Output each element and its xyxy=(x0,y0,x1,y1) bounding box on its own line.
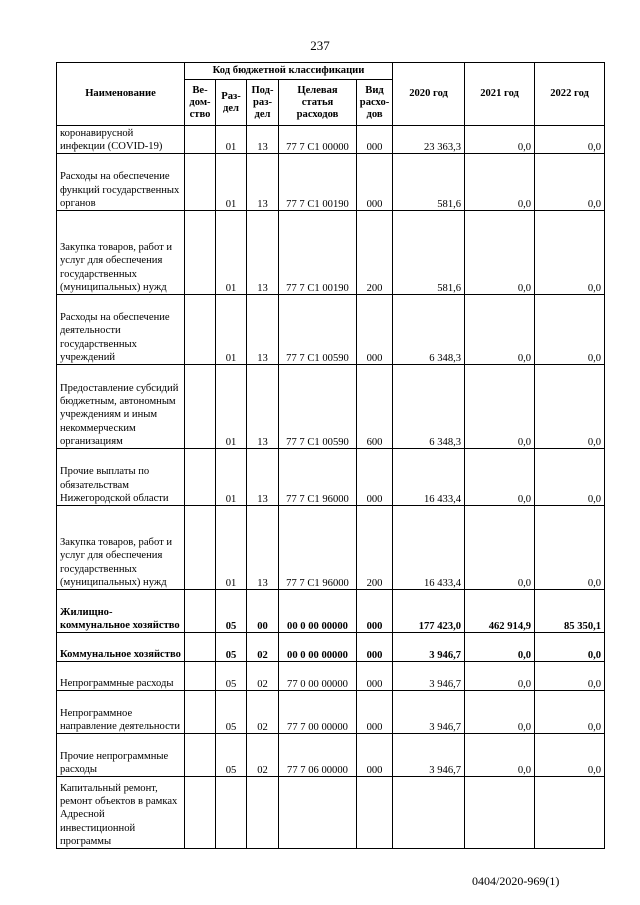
row-name: Расходы на обеспечение функций государственных органов xyxy=(57,154,185,211)
row-vedomstvo xyxy=(185,126,216,154)
header-vid xyxy=(357,80,393,126)
header-statya-line: статья xyxy=(301,96,334,108)
header-budget-code-group: Код бюджетной классификации xyxy=(185,63,393,80)
table-row xyxy=(57,506,605,590)
row-2020: 16 433,4 xyxy=(393,506,465,590)
row-name: Коммунальное хозяйство xyxy=(57,633,185,662)
row-podrazdel: 02 xyxy=(247,734,279,777)
row-statya xyxy=(279,777,357,849)
row-2022: 0,0 xyxy=(535,154,605,211)
row-statya: 77 7 00 00000 xyxy=(279,691,357,734)
row-razdel: 05 xyxy=(216,633,247,662)
row-vid: 000 xyxy=(357,126,393,154)
table-row xyxy=(57,590,605,633)
table-header xyxy=(57,63,605,126)
row-razdel xyxy=(216,777,247,849)
row-2022 xyxy=(535,777,605,849)
table-row xyxy=(57,365,605,449)
header-statya xyxy=(279,80,357,126)
row-vedomstvo xyxy=(185,211,216,295)
row-2021: 0,0 xyxy=(465,691,535,734)
row-2021: 0,0 xyxy=(465,506,535,590)
row-razdel: 05 xyxy=(216,590,247,633)
row-2020: 581,6 xyxy=(393,154,465,211)
header-2021: 2021 год xyxy=(465,63,535,126)
row-2020: 3 946,7 xyxy=(393,662,465,691)
row-razdel: 01 xyxy=(216,154,247,211)
row-vedomstvo xyxy=(185,691,216,734)
row-vedomstvo xyxy=(185,662,216,691)
row-statya: 77 7 C1 00190 xyxy=(279,154,357,211)
row-name: Прочие непрограммные расходы xyxy=(57,734,185,777)
table-row xyxy=(57,777,605,849)
row-2020: 581,6 xyxy=(393,211,465,295)
header-razdel-line: дел xyxy=(222,102,239,114)
document-code: 0404/2020-969(1) xyxy=(472,874,560,888)
row-2022: 0,0 xyxy=(535,449,605,506)
row-razdel: 01 xyxy=(216,126,247,154)
table-row xyxy=(57,449,605,506)
header-vedomstvo-line: ство xyxy=(189,108,211,120)
table-row xyxy=(57,126,605,154)
row-vid: 200 xyxy=(357,506,393,590)
row-vid: 600 xyxy=(357,365,393,449)
row-statya: 77 7 C1 00590 xyxy=(279,295,357,365)
row-statya: 00 0 00 00000 xyxy=(279,590,357,633)
row-name: Капитальный ремонт, ремонт объектов в рамках Адресной инвестиционной программы xyxy=(57,777,185,849)
header-statya-line: расходов xyxy=(296,108,339,120)
row-2022: 0,0 xyxy=(535,691,605,734)
row-podrazdel: 02 xyxy=(247,691,279,734)
table-row xyxy=(57,211,605,295)
row-vedomstvo xyxy=(185,365,216,449)
header-2020: 2020 год xyxy=(393,63,465,126)
row-podrazdel: 02 xyxy=(247,633,279,662)
row-statya: 77 7 C1 96000 xyxy=(279,449,357,506)
header-vedomstvo xyxy=(185,80,216,126)
row-name: Расходы на обеспечение деятельности государственных учреждений xyxy=(57,295,185,365)
row-podrazdel xyxy=(247,777,279,849)
row-vid: 000 xyxy=(357,154,393,211)
header-podrazdel-line: раз- xyxy=(253,96,272,108)
row-podrazdel: 13 xyxy=(247,154,279,211)
row-vid: 200 xyxy=(357,211,393,295)
row-podrazdel: 02 xyxy=(247,662,279,691)
row-vid: 000 xyxy=(357,449,393,506)
row-name: коронавирусной инфекции (COVID-19) xyxy=(57,126,185,154)
header-razdel xyxy=(216,80,247,126)
row-2021 xyxy=(465,777,535,849)
row-statya: 00 0 00 00000 xyxy=(279,633,357,662)
header-statya-line: Целевая xyxy=(297,84,338,96)
row-name: Предоставление субсидий бюджетным, автономным учреждениям и иным некоммерческим организациям xyxy=(57,365,185,449)
header-vedomstvo-line: Ве- xyxy=(192,84,208,96)
header-name: Наименование xyxy=(57,63,185,126)
table-row xyxy=(57,662,605,691)
row-vid: 000 xyxy=(357,691,393,734)
row-2020: 6 348,3 xyxy=(393,295,465,365)
table-row xyxy=(57,633,605,662)
row-vid xyxy=(357,777,393,849)
row-podrazdel: 13 xyxy=(247,506,279,590)
row-2022: 0,0 xyxy=(535,126,605,154)
row-razdel: 01 xyxy=(216,449,247,506)
row-vedomstvo xyxy=(185,633,216,662)
header-podrazdel-line: дел xyxy=(254,108,271,120)
row-name: Непрограммные расходы xyxy=(57,662,185,691)
row-razdel: 01 xyxy=(216,365,247,449)
row-vedomstvo xyxy=(185,506,216,590)
row-2020 xyxy=(393,777,465,849)
row-2021: 0,0 xyxy=(465,154,535,211)
row-vid: 000 xyxy=(357,295,393,365)
header-podrazdel-line: Под- xyxy=(251,84,274,96)
row-vedomstvo xyxy=(185,154,216,211)
table-row xyxy=(57,734,605,777)
row-2020: 23 363,3 xyxy=(393,126,465,154)
row-2021: 0,0 xyxy=(465,211,535,295)
row-2020: 3 946,7 xyxy=(393,691,465,734)
row-2022: 0,0 xyxy=(535,295,605,365)
row-razdel: 05 xyxy=(216,691,247,734)
row-2020: 177 423,0 xyxy=(393,590,465,633)
row-2021: 0,0 xyxy=(465,365,535,449)
row-vid: 000 xyxy=(357,633,393,662)
row-2021: 0,0 xyxy=(465,662,535,691)
row-podrazdel: 00 xyxy=(247,590,279,633)
table-row xyxy=(57,691,605,734)
row-razdel: 05 xyxy=(216,662,247,691)
row-statya: 77 7 C1 96000 xyxy=(279,506,357,590)
row-statya: 77 7 C1 00000 xyxy=(279,126,357,154)
row-vedomstvo xyxy=(185,734,216,777)
page-number: 237 xyxy=(310,38,330,53)
row-vid: 000 xyxy=(357,662,393,691)
row-razdel: 01 xyxy=(216,506,247,590)
row-statya: 77 7 C1 00590 xyxy=(279,365,357,449)
row-razdel: 01 xyxy=(216,295,247,365)
row-2022: 85 350,1 xyxy=(535,590,605,633)
row-podrazdel: 13 xyxy=(247,211,279,295)
row-podrazdel: 13 xyxy=(247,449,279,506)
row-name: Закупка товаров, работ и услуг для обеспечения государственных (муниципальных) нужд xyxy=(57,211,185,295)
row-statya: 77 7 06 00000 xyxy=(279,734,357,777)
row-razdel: 05 xyxy=(216,734,247,777)
row-2021: 0,0 xyxy=(465,126,535,154)
row-razdel: 01 xyxy=(216,211,247,295)
row-2021: 462 914,9 xyxy=(465,590,535,633)
row-2022: 0,0 xyxy=(535,662,605,691)
budget-table xyxy=(56,62,605,849)
row-name: Закупка товаров, работ и услуг для обеспечения государственных (муниципальных) нужд xyxy=(57,506,185,590)
row-name: Непрограммное направление деятельности xyxy=(57,691,185,734)
header-podrazdel xyxy=(247,80,279,126)
row-2022: 0,0 xyxy=(535,506,605,590)
header-2022: 2022 год xyxy=(535,63,605,126)
row-vid: 000 xyxy=(357,734,393,777)
row-2020: 3 946,7 xyxy=(393,633,465,662)
row-2020: 3 946,7 xyxy=(393,734,465,777)
row-2021: 0,0 xyxy=(465,734,535,777)
row-2022: 0,0 xyxy=(535,365,605,449)
table-body xyxy=(57,126,605,849)
row-2021: 0,0 xyxy=(465,633,535,662)
row-podrazdel: 13 xyxy=(247,295,279,365)
row-statya: 77 0 00 00000 xyxy=(279,662,357,691)
row-name: Прочие выплаты по обязательствам Нижегородской области xyxy=(57,449,185,506)
table-row xyxy=(57,154,605,211)
header-vid-line: расхо- xyxy=(359,96,390,108)
header-vid-line: Вид xyxy=(365,84,384,96)
row-vedomstvo xyxy=(185,777,216,849)
row-statya: 77 7 C1 00190 xyxy=(279,211,357,295)
row-2022: 0,0 xyxy=(535,633,605,662)
row-name: Жилищно-коммунальное хозяйство xyxy=(57,590,185,633)
header-razdel-line: Раз- xyxy=(221,90,241,102)
row-2022: 0,0 xyxy=(535,211,605,295)
row-2022: 0,0 xyxy=(535,734,605,777)
row-vedomstvo xyxy=(185,295,216,365)
row-vid: 000 xyxy=(357,590,393,633)
row-2021: 0,0 xyxy=(465,295,535,365)
row-2020: 16 433,4 xyxy=(393,449,465,506)
header-vedomstvo-line: дом- xyxy=(189,96,211,108)
row-vedomstvo xyxy=(185,449,216,506)
row-podrazdel: 13 xyxy=(247,365,279,449)
row-podrazdel: 13 xyxy=(247,126,279,154)
table-row xyxy=(57,295,605,365)
row-vedomstvo xyxy=(185,590,216,633)
header-vid-line: дов xyxy=(366,108,383,120)
row-2020: 6 348,3 xyxy=(393,365,465,449)
row-2021: 0,0 xyxy=(465,449,535,506)
